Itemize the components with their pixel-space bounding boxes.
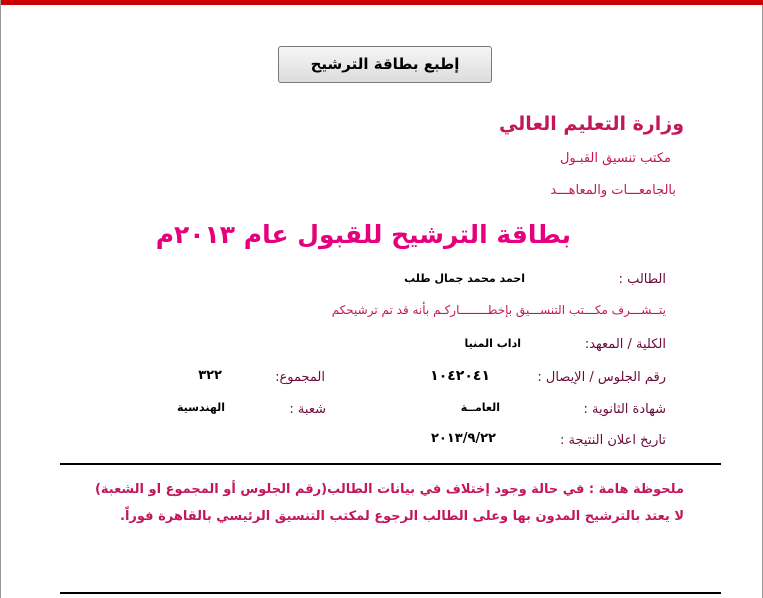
seat-number-label: رقم الجلوس / الإيصال : [537,370,666,385]
nomination-notice: يتــشـــرف مكـــتب التنســـيق بإخطــــــــاركـم بأنه قد تم ترشيحكم [331,303,666,317]
top-accent-bar [1,0,763,5]
certificate-label: شهادة الثانوية : [583,402,666,417]
section-divider-top [60,463,721,465]
office-subheading-line1: مكتب تنسيق القبـول [559,151,671,166]
important-note-line1: ملحوظة هامة : في حالة وجود إختلاف في بيانات الطالب(رقم الجلوس أو المجموع او الشعبة) [94,482,684,497]
card-title: بطاقة الترشيح للقبول عام ٢٠١٣م [155,220,571,249]
seat-number-value: ١٠٤٢٠٤١ [430,368,490,384]
faculty-label: الكلية / المعهد: [584,337,666,352]
office-subheading-line2: بالجامعـــات والمعاهـــد [550,183,676,198]
faculty-value: اداب المنيا [464,337,521,350]
print-card-button[interactable]: إطبع بطاقة الترشيح [278,46,492,83]
ministry-heading: وزارة التعليم العالي [498,113,684,135]
section-divider-bottom [60,592,721,594]
branch-value: الهندسية [177,401,225,414]
branch-label: شعبة : [289,402,326,417]
student-value: احمد محمد جمال طلب [404,272,525,285]
result-date-value: ٢٠١٣/٩/٢٢ [430,431,496,446]
total-value: ٣٢٢ [198,368,222,383]
certificate-value: العامــة [460,401,500,414]
important-note-line2: لا يعتد بالترشيح المدون بها وعلى الطالب الرجوع لمكتب التنسيق الرئيسي بالقاهرة فوراً. [120,509,684,524]
total-label: المجموع: [275,370,325,385]
result-date-label: تاريخ اعلان النتيجة : [559,433,666,448]
student-label: الطالب : [618,272,666,287]
